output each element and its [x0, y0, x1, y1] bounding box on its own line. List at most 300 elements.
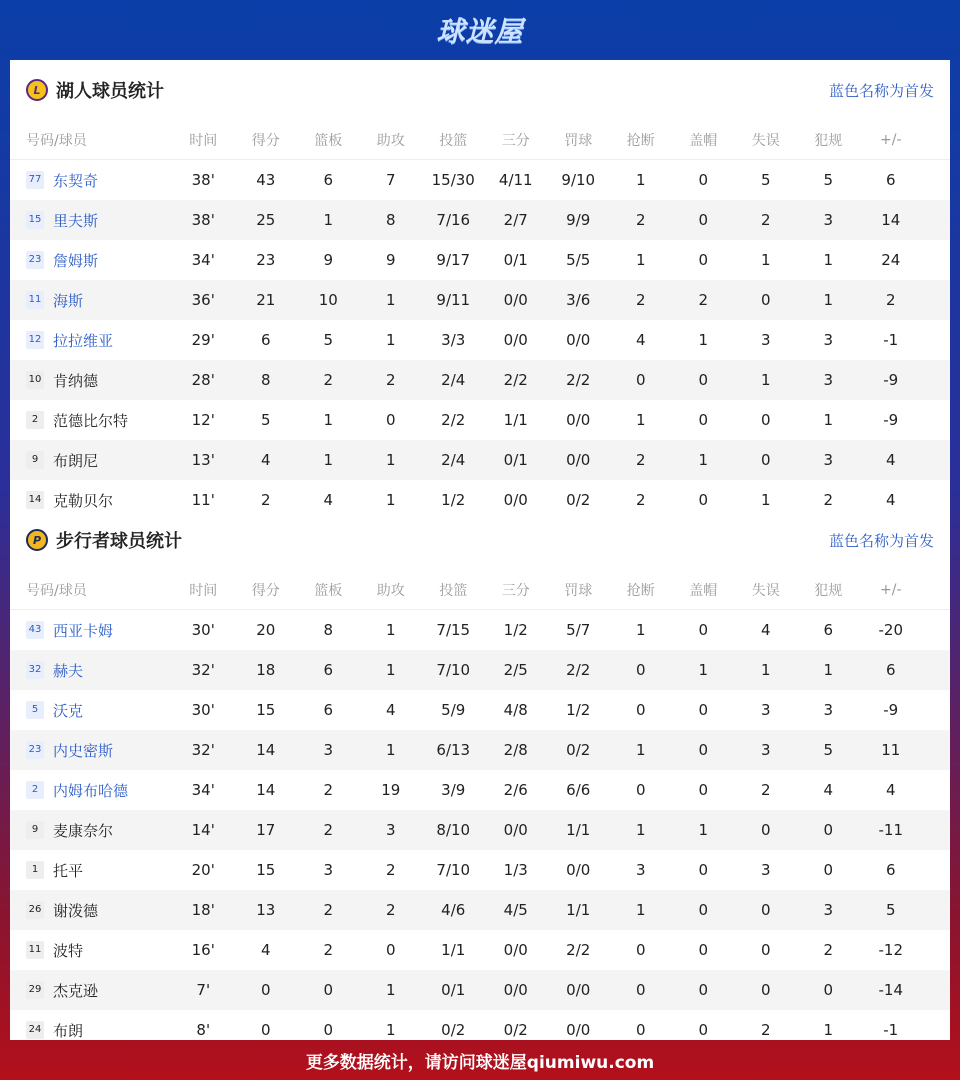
- stat-cell: 0: [760, 941, 771, 959]
- stat-cell: 0: [698, 781, 709, 799]
- column-header: 抢断: [626, 582, 655, 599]
- stat-cell: 0/0: [503, 941, 528, 959]
- stat-cell: 1: [760, 371, 771, 389]
- stat-cell: 15: [256, 701, 276, 719]
- pacers-logo-icon: P: [26, 529, 48, 551]
- jersey-number-badge: 29: [26, 981, 44, 999]
- column-header: 助攻: [376, 132, 405, 149]
- stat-cell: 0: [635, 981, 646, 999]
- section-header: [10, 510, 950, 570]
- stat-cell: 0: [823, 861, 834, 879]
- stat-cell: 1: [635, 621, 646, 639]
- stat-cell: 38': [191, 211, 215, 229]
- jersey-number-badge: 24: [26, 1021, 44, 1039]
- jersey-number-badge: 77: [26, 171, 44, 189]
- stat-cell: 4: [323, 491, 334, 509]
- stat-cell: 20': [191, 861, 215, 879]
- player-row: [10, 200, 950, 240]
- stat-cell: 2/4: [441, 451, 466, 469]
- brand-logo: [0, 0, 960, 60]
- lakers-logo-icon: L: [26, 79, 48, 101]
- stat-cell: 1: [385, 981, 396, 999]
- stat-cell: 0: [260, 981, 271, 999]
- stat-cell: 1: [635, 171, 646, 189]
- stat-cell: 0: [760, 901, 771, 919]
- player-name: 内姆布哈德: [53, 781, 129, 800]
- stat-cell: -9: [883, 701, 899, 719]
- player-row: [10, 400, 950, 440]
- stat-cell: 3/3: [441, 331, 466, 349]
- stat-cell: 10: [318, 291, 338, 309]
- jersey-number-badge: 14: [26, 491, 44, 509]
- stat-cell: 4: [260, 941, 271, 959]
- stat-cell: 4: [385, 701, 396, 719]
- player-cell: [10, 450, 172, 471]
- jersey-number-badge: 1: [26, 861, 44, 879]
- stat-cell: -1: [883, 331, 899, 349]
- stat-cell: 0: [698, 211, 709, 229]
- stat-cell: 14: [256, 781, 276, 799]
- table-header-row: [10, 570, 950, 610]
- stat-cell: 32': [191, 741, 215, 759]
- stat-cell: 0: [698, 171, 709, 189]
- pacers-section: [10, 510, 950, 1050]
- stat-cell: 0: [698, 701, 709, 719]
- stat-cell: 0: [635, 371, 646, 389]
- stat-cell: 8: [260, 371, 271, 389]
- stat-cell: 3/6: [566, 291, 591, 309]
- starter-legend-note: 蓝色名称为首发: [828, 81, 934, 100]
- stat-cell: 3/9: [441, 781, 466, 799]
- stat-cell: 13: [256, 901, 276, 919]
- stat-cell: 1: [760, 661, 771, 679]
- pacers-table: [10, 570, 950, 1050]
- stat-cell: 2: [635, 291, 646, 309]
- stat-cell: 34': [191, 251, 215, 269]
- stat-cell: 18: [256, 661, 276, 679]
- stat-cell: 0: [385, 941, 396, 959]
- stat-cell: 1: [823, 411, 834, 429]
- player-name: 东契奇: [53, 171, 99, 190]
- player-cell: [10, 660, 172, 681]
- stat-cell: 4/8: [503, 701, 528, 719]
- stat-cell: 0: [698, 1021, 709, 1039]
- stat-cell: 5: [260, 411, 271, 429]
- stat-cell: 6: [885, 661, 896, 679]
- player-row: [10, 240, 950, 280]
- jersey-number-badge: 26: [26, 901, 44, 919]
- stat-cell: 2/2: [566, 661, 591, 679]
- stat-cell: 1: [635, 821, 646, 839]
- stat-cell: 2: [385, 861, 396, 879]
- stat-cell: 3: [635, 861, 646, 879]
- stat-cell: 4: [885, 491, 896, 509]
- player-cell: [10, 740, 172, 761]
- column-header: 失误: [751, 582, 780, 599]
- stat-cell: 1: [823, 1021, 834, 1039]
- stat-cell: 4/11: [498, 171, 533, 189]
- player-name: 波特: [53, 941, 84, 960]
- stat-cell: 3: [823, 211, 834, 229]
- player-cell: [10, 1020, 172, 1041]
- stat-cell: 2: [323, 781, 334, 799]
- stat-cell: 0: [635, 941, 646, 959]
- starter-legend-note: 蓝色名称为首发: [828, 531, 934, 550]
- stat-cell: 0: [760, 411, 771, 429]
- player-row: [10, 610, 950, 650]
- stat-cell: 0/0: [503, 981, 528, 999]
- jersey-number-badge: 15: [26, 211, 44, 229]
- stat-cell: 3: [823, 901, 834, 919]
- stat-cell: -9: [883, 371, 899, 389]
- column-header: 篮板: [314, 132, 343, 149]
- player-row: [10, 280, 950, 320]
- stat-cell: 1: [385, 741, 396, 759]
- stat-cell: 11': [191, 491, 215, 509]
- stat-cell: 1: [823, 661, 834, 679]
- stat-cell: 1: [635, 251, 646, 269]
- column-header: 时间: [189, 582, 218, 599]
- brand-logo-text: 球迷屋: [436, 15, 524, 48]
- column-header: 犯规: [814, 582, 843, 599]
- player-cell: [10, 700, 172, 721]
- stat-cell: 2/8: [503, 741, 528, 759]
- stat-cell: 16': [191, 941, 215, 959]
- jersey-number-badge: 43: [26, 621, 44, 639]
- jersey-number-badge: 9: [26, 821, 44, 839]
- stat-cell: 1/1: [441, 941, 466, 959]
- player-row: [10, 890, 950, 930]
- stat-cell: 0: [323, 981, 334, 999]
- stat-cell: 6: [885, 171, 896, 189]
- stat-cell: 1: [385, 331, 396, 349]
- stat-cell: 38': [191, 171, 215, 189]
- section-title: 步行者球员统计: [56, 531, 182, 552]
- stat-cell: 1: [323, 211, 334, 229]
- jersey-number-badge: 2: [26, 411, 44, 429]
- stat-cell: 0/1: [503, 451, 528, 469]
- stat-cell: 0: [260, 1021, 271, 1039]
- stat-cell: 4: [885, 781, 896, 799]
- stat-cell: 5/5: [566, 251, 591, 269]
- player-name: 詹姆斯: [53, 251, 99, 270]
- stat-cell: 1: [323, 411, 334, 429]
- stat-cell: 0: [635, 701, 646, 719]
- stat-cell: 2: [323, 821, 334, 839]
- lakers-section: [10, 60, 950, 520]
- column-header: 投篮: [439, 582, 468, 599]
- player-row: [10, 810, 950, 850]
- stat-cell: 1: [698, 661, 709, 679]
- stat-cell: 9/9: [566, 211, 591, 229]
- column-header: 三分: [501, 582, 530, 599]
- stat-cell: 3: [760, 861, 771, 879]
- player-cell: [10, 250, 172, 271]
- stat-cell: 24: [881, 251, 901, 269]
- stat-cell: 0/2: [441, 1021, 466, 1039]
- column-header: 时间: [189, 132, 218, 149]
- column-header: +/-: [880, 581, 902, 598]
- player-name: 西亚卡姆: [53, 621, 114, 640]
- stat-cell: 5/7: [566, 621, 591, 639]
- stat-cell: 3: [323, 741, 334, 759]
- stat-cell: 1: [698, 821, 709, 839]
- stat-cell: 5/9: [441, 701, 466, 719]
- stat-cell: -11: [878, 821, 903, 839]
- stat-cell: 3: [385, 821, 396, 839]
- stat-cell: 3: [323, 861, 334, 879]
- stat-cell: 34': [191, 781, 215, 799]
- stat-cell: 0/2: [566, 491, 591, 509]
- stat-cell: 0: [760, 821, 771, 839]
- stat-cell: 15: [256, 861, 276, 879]
- stat-cell: 7': [196, 981, 211, 999]
- jersey-number-badge: 12: [26, 331, 44, 349]
- stat-cell: 0: [823, 821, 834, 839]
- stat-cell: 9/11: [436, 291, 471, 309]
- stat-cell: 3: [823, 451, 834, 469]
- stat-cell: 9/17: [436, 251, 471, 269]
- stat-cell: 2: [698, 291, 709, 309]
- stat-cell: 18': [191, 901, 215, 919]
- stat-cell: 0/2: [503, 1021, 528, 1039]
- stat-cell: 7: [385, 171, 396, 189]
- stat-cell: 36': [191, 291, 215, 309]
- column-header: 抢断: [626, 132, 655, 149]
- column-header: 罚球: [564, 132, 593, 149]
- stat-cell: 30': [191, 701, 215, 719]
- stat-cell: 9: [385, 251, 396, 269]
- stat-cell: 2: [323, 371, 334, 389]
- stat-cell: 0: [635, 1021, 646, 1039]
- stat-cell: 1/2: [503, 621, 528, 639]
- player-name: 肯纳德: [53, 371, 99, 390]
- stat-cell: 0/1: [441, 981, 466, 999]
- stat-cell: 8/10: [436, 821, 471, 839]
- footer-text: 更多数据统计，请访问球迷屋qiumiwu.com: [305, 1052, 655, 1073]
- stat-cell: 2/2: [441, 411, 466, 429]
- stat-cell: 1/1: [566, 901, 591, 919]
- section-header: [10, 60, 950, 120]
- player-row: [10, 320, 950, 360]
- stat-cell: 15/30: [431, 171, 475, 189]
- stat-cell: 2: [385, 901, 396, 919]
- stat-cell: 7/10: [436, 861, 471, 879]
- stat-cell: 2: [760, 211, 771, 229]
- stat-cell: 8: [323, 621, 334, 639]
- stat-cell: 1: [823, 251, 834, 269]
- stat-cell: 5: [885, 901, 896, 919]
- stat-cell: 0/0: [503, 491, 528, 509]
- stat-cell: 6: [323, 171, 334, 189]
- player-name: 里夫斯: [53, 211, 99, 230]
- stat-cell: 0: [760, 451, 771, 469]
- player-cell: [10, 410, 172, 431]
- stat-cell: 6/6: [566, 781, 591, 799]
- stat-cell: 0: [698, 981, 709, 999]
- stats-panel: [10, 60, 950, 1040]
- stat-cell: 3: [760, 741, 771, 759]
- stat-cell: 0/0: [503, 331, 528, 349]
- stat-cell: 0: [635, 781, 646, 799]
- stat-cell: 2: [635, 491, 646, 509]
- player-cell: [10, 900, 172, 921]
- stat-cell: 5: [323, 331, 334, 349]
- stat-cell: 2: [760, 781, 771, 799]
- section-title: 湖人球员统计: [56, 81, 164, 102]
- stat-cell: 1: [635, 901, 646, 919]
- player-row: [10, 440, 950, 480]
- stat-cell: 2: [823, 491, 834, 509]
- stat-cell: 1/2: [566, 701, 591, 719]
- player-name: 海斯: [53, 291, 84, 310]
- stat-cell: 7/15: [436, 621, 471, 639]
- column-header: 号码/球员: [26, 132, 87, 149]
- jersey-number-badge: 11: [26, 941, 44, 959]
- stat-cell: 6/13: [436, 741, 471, 759]
- player-row: [10, 770, 950, 810]
- stat-cell: 2: [323, 901, 334, 919]
- player-row: [10, 850, 950, 890]
- stat-cell: 4/5: [503, 901, 528, 919]
- player-cell: [10, 980, 172, 1001]
- stat-cell: 2/2: [503, 371, 528, 389]
- stat-cell: 1: [385, 1021, 396, 1039]
- stat-cell: 0: [385, 411, 396, 429]
- stat-cell: 0/0: [566, 981, 591, 999]
- stat-cell: 1: [385, 491, 396, 509]
- player-cell: [10, 370, 172, 391]
- jersey-number-badge: 23: [26, 741, 44, 759]
- stat-cell: 4: [760, 621, 771, 639]
- stat-cell: -14: [878, 981, 903, 999]
- stat-cell: 0/0: [566, 331, 591, 349]
- stat-cell: 2/2: [566, 941, 591, 959]
- stat-cell: 5: [823, 171, 834, 189]
- stat-cell: 12': [191, 411, 215, 429]
- stat-cell: 1: [635, 411, 646, 429]
- stat-cell: 2: [885, 291, 896, 309]
- stat-cell: 1: [760, 491, 771, 509]
- stat-cell: -12: [878, 941, 903, 959]
- stat-cell: 0: [823, 981, 834, 999]
- player-row: [10, 160, 950, 200]
- column-header: 盖帽: [689, 132, 718, 149]
- stat-cell: 14: [256, 741, 276, 759]
- player-name: 托平: [53, 861, 84, 880]
- column-header: 得分: [251, 582, 280, 599]
- footer-banner: [0, 1040, 960, 1080]
- stat-cell: 0: [698, 371, 709, 389]
- player-name: 克勒贝尔: [53, 491, 114, 510]
- stat-cell: 0: [698, 491, 709, 509]
- player-cell: [10, 490, 172, 511]
- table-header-row: [10, 120, 950, 160]
- player-cell: [10, 210, 172, 231]
- lakers-table: [10, 120, 950, 520]
- stat-cell: 23: [256, 251, 276, 269]
- stat-cell: 4: [823, 781, 834, 799]
- stat-cell: 0: [323, 1021, 334, 1039]
- stat-cell: 9: [323, 251, 334, 269]
- column-header: 犯规: [814, 132, 843, 149]
- column-header: 三分: [501, 132, 530, 149]
- column-header: +/-: [880, 131, 902, 148]
- stat-cell: 1: [823, 291, 834, 309]
- jersey-number-badge: 2: [26, 781, 44, 799]
- stat-cell: 3: [823, 331, 834, 349]
- stat-cell: 25: [256, 211, 276, 229]
- stat-cell: 2: [635, 211, 646, 229]
- stat-cell: 1: [698, 451, 709, 469]
- column-header: 得分: [251, 132, 280, 149]
- column-header: 号码/球员: [26, 582, 87, 599]
- stat-cell: 0/0: [566, 411, 591, 429]
- player-row: [10, 650, 950, 690]
- player-name: 拉拉维亚: [53, 331, 114, 350]
- stat-cell: 29': [191, 331, 215, 349]
- section-title-group: [26, 527, 182, 553]
- stat-cell: 3: [823, 371, 834, 389]
- stat-cell: 1: [760, 251, 771, 269]
- stat-cell: 43: [256, 171, 276, 189]
- jersey-number-badge: 23: [26, 251, 44, 269]
- player-name: 沃克: [53, 701, 84, 720]
- stat-cell: 7/10: [436, 661, 471, 679]
- stat-cell: 2: [323, 941, 334, 959]
- stat-cell: 0: [760, 981, 771, 999]
- player-cell: [10, 620, 172, 641]
- stat-cell: 2/2: [566, 371, 591, 389]
- stat-cell: 6: [823, 621, 834, 639]
- column-header: 罚球: [564, 582, 593, 599]
- stat-cell: 32': [191, 661, 215, 679]
- stat-cell: 7/16: [436, 211, 471, 229]
- stat-cell: 1: [698, 331, 709, 349]
- stat-cell: 28': [191, 371, 215, 389]
- stat-cell: 14: [881, 211, 901, 229]
- stat-cell: 17: [256, 821, 276, 839]
- stat-cell: 0: [698, 941, 709, 959]
- player-cell: [10, 780, 172, 801]
- jersey-number-badge: 9: [26, 451, 44, 469]
- stat-cell: 4: [885, 451, 896, 469]
- stat-cell: 2/6: [503, 781, 528, 799]
- stat-cell: 0/0: [566, 861, 591, 879]
- stat-cell: 19: [381, 781, 401, 799]
- player-name: 杰克逊: [53, 981, 99, 1000]
- stat-cell: 14': [191, 821, 215, 839]
- stat-cell: 2: [260, 491, 271, 509]
- player-cell: [10, 940, 172, 961]
- jersey-number-badge: 32: [26, 661, 44, 679]
- jersey-number-badge: 5: [26, 701, 44, 719]
- stat-cell: 3: [823, 701, 834, 719]
- player-cell: [10, 860, 172, 881]
- stat-cell: 1: [385, 291, 396, 309]
- stat-cell: 8: [385, 211, 396, 229]
- stat-cell: 0/2: [566, 741, 591, 759]
- stat-cell: 2/5: [503, 661, 528, 679]
- stat-cell: 6: [885, 861, 896, 879]
- stat-cell: 0/0: [503, 291, 528, 309]
- player-name: 谢泼德: [53, 901, 99, 920]
- column-header: 盖帽: [689, 582, 718, 599]
- stat-cell: 0: [698, 411, 709, 429]
- stat-cell: 2: [385, 371, 396, 389]
- column-header: 篮板: [314, 582, 343, 599]
- stat-cell: 0/0: [566, 1021, 591, 1039]
